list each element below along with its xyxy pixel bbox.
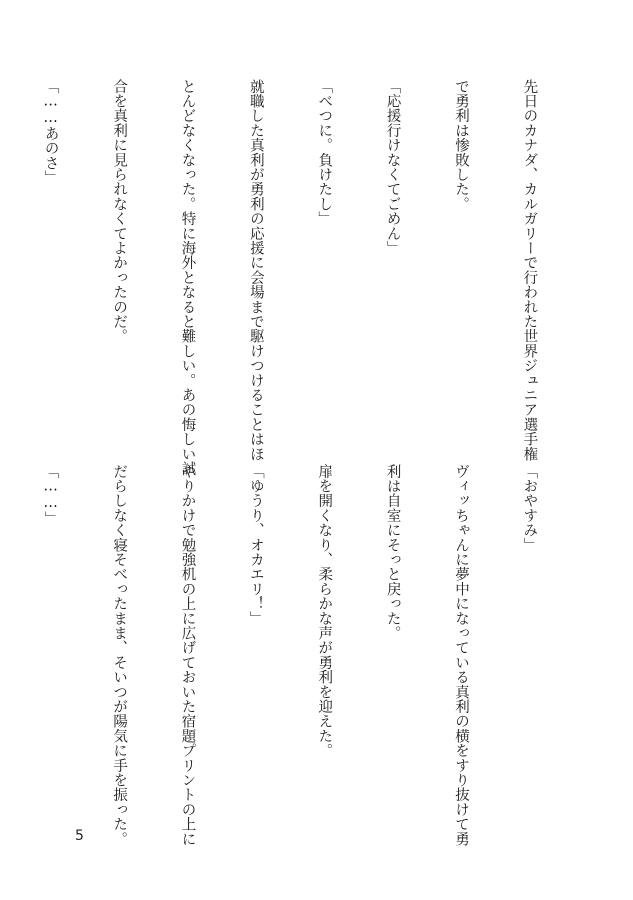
text-line: で勇利は惨敗した。 [453, 79, 470, 212]
text-line: 扉を開くなり、柔らかな声が勇利を迎えた。 [316, 464, 333, 758]
page-number: 5 [75, 828, 84, 844]
text-line: 「ゆうり、オカエリ！」 [247, 464, 264, 626]
text-line: 先日のカナダ、カルガリーで行われた世界ジュニア選手権 [521, 79, 538, 462]
text-line: 「……あのさ」 [42, 79, 59, 185]
text-block-bottom [0, 464, 586, 847]
text-line: 「べつに。負けたし」 [316, 79, 333, 226]
text-line: 合を真利に見られなくてよかったのだ。 [111, 79, 128, 344]
text-line: やりかけで勉強机の上に広げておいた宿題プリントの上に [179, 464, 196, 847]
text-line: とんどなくなった。特に海外となると難しい。あの悔しい試 [179, 79, 196, 476]
text-line: 「応援行けなくてごめん」 [384, 79, 401, 256]
text-line: 利は自室にそっと戻った。 [384, 464, 401, 641]
text-line: ヴィッちゃんに夢中になっている真利の横をすり抜けて勇 [453, 464, 470, 847]
text-block-top [0, 79, 586, 476]
text-line: 就職した真利が勇利の応援に会場まで駆けつけることはほ [247, 79, 264, 462]
text-line: 「……」 [42, 464, 59, 526]
text-line: だらしなく寝そべったまま、そいつが陽気に手を振った。 [111, 464, 128, 847]
text-line: 「おやすみ」 [521, 464, 538, 553]
